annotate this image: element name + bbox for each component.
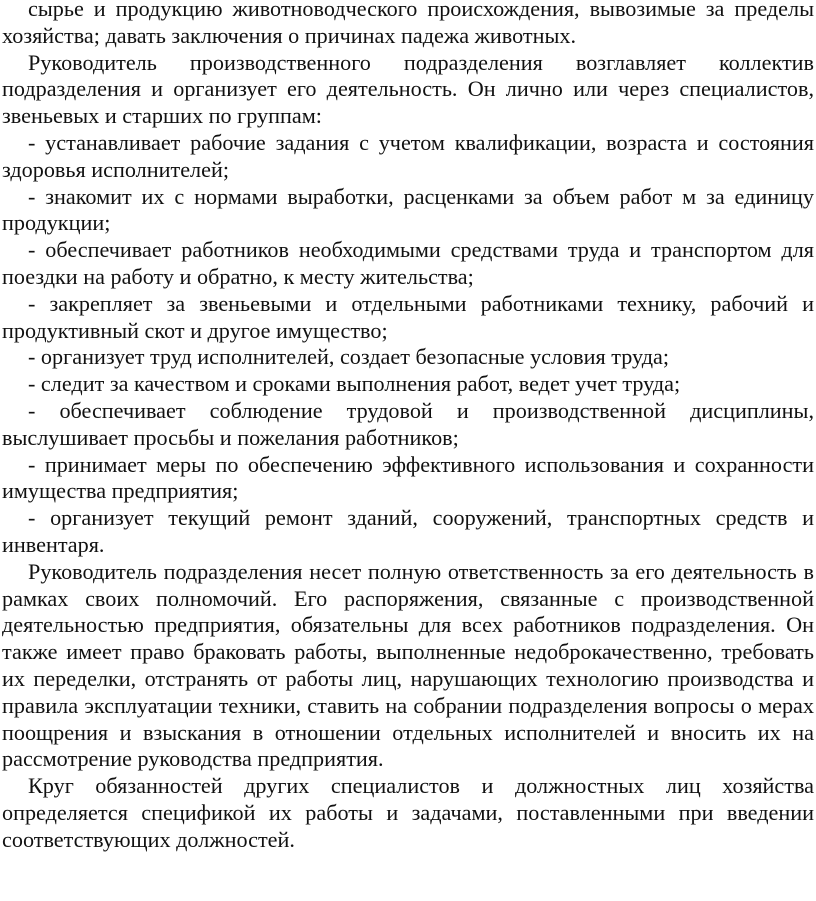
list-item: - обеспечивает работников необходимыми средствами труда и транспортом для поездки на работу и обратно, к месту жительства; bbox=[2, 237, 814, 289]
list-item: - принимает меры по обеспечению эффективного использования и сохранности имущества предприятия; bbox=[2, 451, 814, 504]
list-item: - следит за качеством и сроками выполнения работ, ведет учет труда; bbox=[28, 371, 681, 397]
paragraph: сырье и продукцию животноводческого происхождения, вывозимые за пределы хозяйства; давать заключения о причинах падежа животных. bbox=[2, 0, 814, 48]
list-item: - закрепляет за звеньевыми и отдельными работниками технику, рабочий и продуктивный скот и другое имущество; bbox=[2, 290, 814, 343]
list-item: - устанавливает рабочие задания с учетом квалификации, возраста и состояния здоровья исполнителей; bbox=[2, 129, 814, 182]
list-item: - обеспечивает соблюдение трудовой и производственной дисциплины, выслушивает просьбы и пожелания работников; bbox=[2, 397, 814, 450]
paragraph: Руководитель производственного подразделения возглавляет коллектив подразделения и организует его деятельность. Он лично или через специалистов, звеньевых и старших по группам: bbox=[2, 49, 814, 129]
list-item: - организует текущий ремонт зданий, сооружений, транспортных средств и инвентаря. bbox=[2, 505, 814, 557]
list-item: - организует труд исполнителей, создает безопасные условия труда; bbox=[28, 344, 670, 370]
paragraph: Руководитель подразделения несет полную ответственность за его деятельность в рамках своих полномочий. Его распоряжения, связанные с производственной деятельностью предприятия, обязательны для всех работников подразделения. Он также имеет право браковать работы, выполненные недоброкачественно, требовать их переделки, отстранять от работы лиц, нарушающих технологию производства и правила эксплуатации техники, ставить на собрании подразделения вопросы о мерах поощрения и взыскания в отношении отдельных исполнителей и вносить их на рассмотрение руководства предприятия. bbox=[2, 558, 814, 772]
paragraph: Круг обязанностей других специалистов и должностных лиц хозяйства определяется спецификой их работы и задачами, поставленными при введении соответствующих должностей. bbox=[2, 773, 814, 852]
list-item: - знакомит их с нормами выработки, расценками за объем работ м за единицу продукции; bbox=[2, 183, 814, 236]
